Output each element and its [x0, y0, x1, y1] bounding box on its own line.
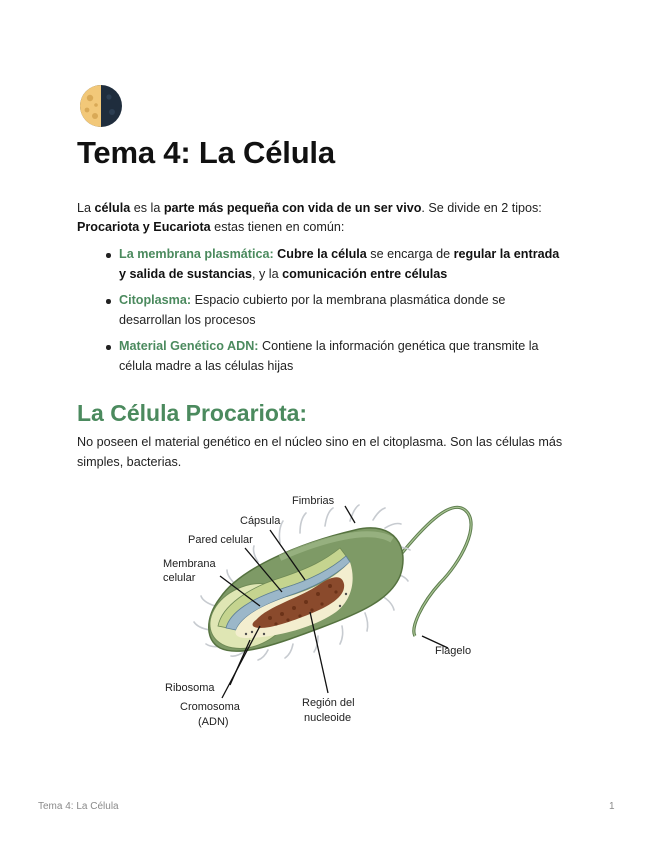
- prokaryotic-cell-diagram: [160, 488, 490, 733]
- label-membrana-1: Membrana: [163, 558, 216, 570]
- label-capsula: Cápsula: [240, 515, 281, 527]
- list-item: La membrana plasmática: Cubre la célula se encarga de regular la entrada y salida de sustancias, y la comunicación entre células: [77, 245, 567, 284]
- label-pared-celular: Pared celular: [188, 534, 253, 546]
- intro-paragraph: La célula es la parte más pequeña con vida de un ser vivo. Se divide en 2 tipos: Procariota y Eucariota estas tienen en común:: [77, 201, 542, 234]
- list-item: Citoplasma: Espacio cubierto por la membrana plasmática donde se desarrollan los procesos: [77, 291, 567, 330]
- first-quarter-moon-icon: [78, 83, 124, 129]
- flagellum: [398, 507, 471, 636]
- page-number: 1: [609, 801, 615, 812]
- common-features-list: [77, 245, 567, 383]
- list-item: Material Genético ADN: Contiene la información genética que transmite la célula madre a las células hijas: [77, 337, 567, 376]
- label-fimbrias: Fimbrias: [292, 495, 335, 507]
- footer-title: Tema 4: La Célula: [38, 801, 119, 812]
- label-flagelo: Flagelo: [435, 645, 472, 657]
- label-membrana-2: celular: [163, 572, 196, 584]
- page-title: Tema 4: La Célula: [77, 135, 335, 170]
- label-region-2: nucleoide: [304, 712, 352, 724]
- section-paragraph: No poseen el material genético en el núcleo sino en el citoplasma. Son las células más simples, bacterias.: [77, 435, 563, 469]
- label-cromosoma-2: (ADN): [198, 716, 229, 728]
- label-cromosoma-1: Cromosoma: [180, 701, 240, 713]
- label-ribosoma: Ribosoma: [165, 682, 215, 694]
- label-region-1: Región del: [302, 697, 355, 709]
- section-heading: La Célula Procariota:: [77, 400, 308, 426]
